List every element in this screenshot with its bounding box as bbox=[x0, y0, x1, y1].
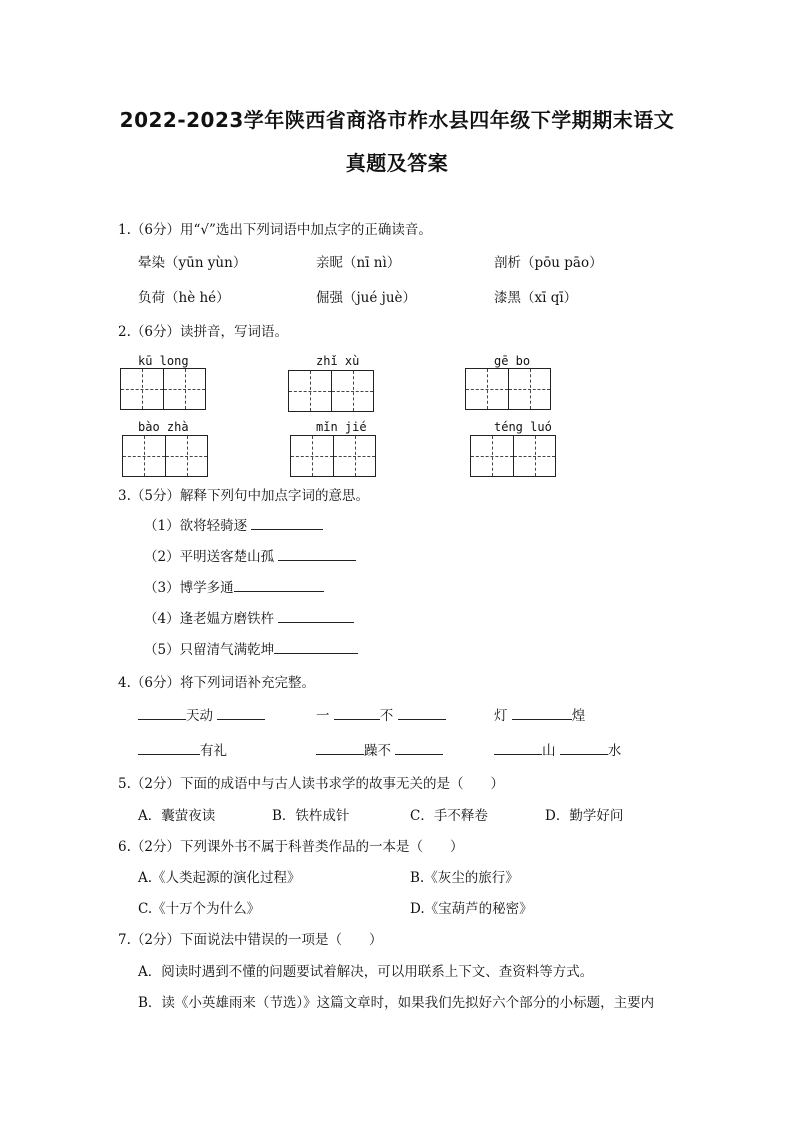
q1-item: 晕染（yūn yùn） bbox=[138, 255, 247, 271]
pinyin-label: bào zhà bbox=[138, 420, 189, 434]
q3-item: （2）平明送客楚山孤 bbox=[144, 545, 356, 565]
answer-blank[interactable] bbox=[334, 705, 380, 720]
q6-option-d[interactable]: D.《宝葫芦的秘密》 bbox=[410, 901, 533, 917]
q7-option-b[interactable]: B．读《小英雄雨来（节选）》这篇文章时，如果我们先拟好六个部分的小标题，主要内 bbox=[138, 995, 655, 1011]
q7-option-a[interactable]: A．阅读时遇到不懂的问题要试着解决，可以用联系上下文、查资料等方式。 bbox=[138, 964, 594, 980]
question-4-stem: 4.（6分）将下列词语补充完整。 bbox=[118, 675, 315, 691]
writing-grid[interactable] bbox=[120, 368, 206, 410]
q1-item: 倔强（jué juè） bbox=[316, 290, 417, 306]
writing-grid[interactable] bbox=[122, 435, 208, 477]
writing-grid[interactable] bbox=[465, 368, 551, 410]
q3-item: （1）欲将轻骑逐 bbox=[144, 514, 323, 534]
answer-blank[interactable] bbox=[274, 639, 358, 654]
q5-option-b[interactable]: B．铁杵成针 bbox=[272, 808, 350, 824]
q1-item: 剖析（pōu pāo） bbox=[494, 255, 603, 271]
answer-blank[interactable] bbox=[316, 740, 364, 755]
question-3-stem: 3.（5分）解释下列句中加点字词的意思。 bbox=[118, 488, 369, 504]
answer-blank[interactable] bbox=[395, 740, 443, 755]
page-title-line2: 真题及答案 bbox=[345, 151, 449, 175]
q6-option-c[interactable]: C.《十万个为什么》 bbox=[138, 901, 261, 917]
answer-blank[interactable] bbox=[234, 577, 324, 592]
q3-item: （3）博学多通 bbox=[144, 576, 324, 596]
q6-option-a[interactable]: A.《人类起源的演化过程》 bbox=[138, 870, 301, 886]
answer-blank[interactable] bbox=[494, 740, 542, 755]
pinyin-label: mǐn jié bbox=[316, 420, 367, 434]
q5-option-a[interactable]: A．囊萤夜读 bbox=[138, 808, 216, 824]
q3-item: （5）只留清气满乾坤 bbox=[144, 638, 358, 658]
question-7-stem: 7.（2分）下面说法中错误的一项是（ ） bbox=[118, 932, 383, 948]
q6-option-b[interactable]: B.《灰尘的旅行》 bbox=[410, 870, 519, 886]
answer-blank[interactable] bbox=[278, 608, 354, 623]
writing-grid[interactable] bbox=[288, 370, 374, 412]
pinyin-label: gē bo bbox=[494, 354, 531, 368]
q4-fill: 有礼 bbox=[138, 739, 227, 759]
answer-blank[interactable] bbox=[217, 705, 265, 720]
answer-blank[interactable] bbox=[138, 705, 186, 720]
q4-fill: 躁不 bbox=[316, 739, 443, 759]
q5-option-c[interactable]: C．手不释卷 bbox=[410, 808, 488, 824]
q1-item: 亲昵（nī nì） bbox=[316, 255, 401, 271]
answer-blank[interactable] bbox=[398, 705, 446, 720]
question-2-stem: 2.（6分）读拼音，写词语。 bbox=[118, 324, 288, 340]
q4-fill: 一 不 bbox=[316, 704, 446, 724]
q1-item: 漆黑（xī qī） bbox=[494, 290, 578, 306]
q3-item: （4）逢老媪方磨铁杵 bbox=[144, 607, 354, 627]
answer-blank[interactable] bbox=[251, 515, 323, 530]
page-title-line1: 2022-2023学年陕西省商洛市柞水县四年级下学期期末语文 bbox=[119, 108, 675, 132]
question-5-stem: 5.（2分）下面的成语中与古人读书求学的故事无关的是（ ） bbox=[118, 776, 504, 792]
question-6-stem: 6.（2分）下列课外书不属于科普类作品的一本是（ ） bbox=[118, 839, 464, 855]
pinyin-label: kū long bbox=[138, 354, 189, 368]
q4-fill: 灯 煌 bbox=[494, 704, 585, 724]
q1-item: 负荷（hè hé） bbox=[138, 290, 230, 306]
q5-option-d[interactable]: D．勤学好问 bbox=[545, 808, 624, 824]
answer-blank[interactable] bbox=[560, 740, 608, 755]
writing-grid[interactable] bbox=[290, 435, 376, 477]
answer-blank[interactable] bbox=[278, 546, 356, 561]
question-1-stem: 1.（6分）用“√”选出下列词语中加点字的正确读音。 bbox=[118, 222, 432, 238]
pinyin-label: zhǐ xù bbox=[316, 354, 360, 368]
answer-blank[interactable] bbox=[138, 740, 200, 755]
writing-grid[interactable] bbox=[470, 435, 556, 477]
pinyin-label: téng luó bbox=[494, 420, 552, 434]
q4-fill: 山 水 bbox=[494, 739, 621, 759]
q4-fill: 天动 bbox=[138, 704, 265, 724]
answer-blank[interactable] bbox=[512, 705, 572, 720]
